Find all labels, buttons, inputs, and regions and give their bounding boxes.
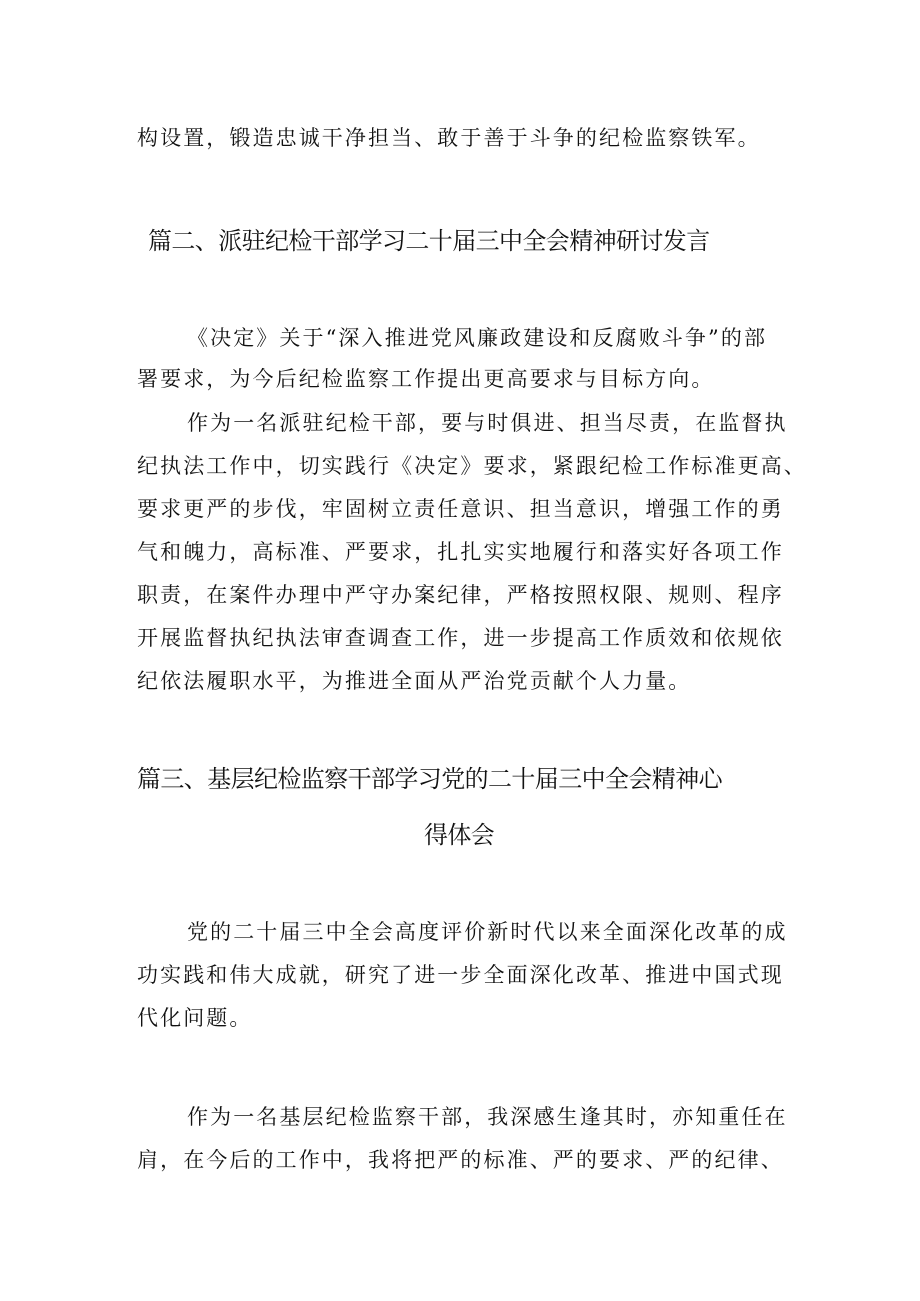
section2-p2-line5: 职责，在案件办理中严守办案纪律，严格按照权限、规则、程序: [137, 583, 784, 607]
section2-p2-line3: 要求更严的步伐，牢固树立责任意识、担当意识，增强工作的勇: [137, 497, 784, 521]
section3-heading-line1: 篇三、基层纪检监察干部学习党的二十届三中全会精神心: [137, 765, 722, 793]
section3-p2-line1: 作为一名基层纪检监察干部，我深感生逢其时，亦知重任在: [187, 1105, 788, 1129]
section3-p2-line2: 肩，在今后的工作中，我将把严的标准、严的要求、严的纪律、: [137, 1148, 784, 1172]
section2-p2-line4: 气和魄力，高标准、严要求，扎扎实实地履行和落实好各项工作: [137, 540, 784, 564]
section3-p1-line2: 功实践和伟大成就，研究了进一步全面深化改革、推进中国式现: [137, 963, 784, 987]
intro-tail-line: 构设置，锻造忠诚干净担当、敢于善于斗争的纪检监察铁军。: [137, 126, 761, 150]
section2-p1-line2: 署要求，为今后纪检监察工作提出更高要求与目标方向。: [137, 367, 715, 391]
section2-p2-line7: 纪依法履职水平，为推进全面从严治党贡献个人力量。: [137, 669, 692, 693]
section3-p1-line1: 党的二十届三中全会高度评价新时代以来全面深化改革的成: [187, 920, 788, 944]
section2-heading: 篇二、派驻纪检干部学习二十届三中全会精神研讨发言: [148, 227, 710, 255]
section3-p1-line3: 代化问题。: [137, 1006, 253, 1030]
section3-heading-line2: 得体会: [424, 821, 495, 849]
section2-p2-line2: 纪执法工作中，切实践行《决定》要求，紧跟纪检工作标准更高、: [137, 454, 807, 478]
section2-p1-line1: 《决定》关于“深入推进党风廉政建设和反腐败斗争”的部: [187, 326, 768, 350]
section2-p2-line6: 开展监督执纪执法审查调查工作，进一步提高工作质效和依规依: [137, 626, 784, 650]
section2-p2-line1: 作为一名派驻纪检干部，要与时俱进、担当尽责，在监督执: [187, 411, 788, 435]
